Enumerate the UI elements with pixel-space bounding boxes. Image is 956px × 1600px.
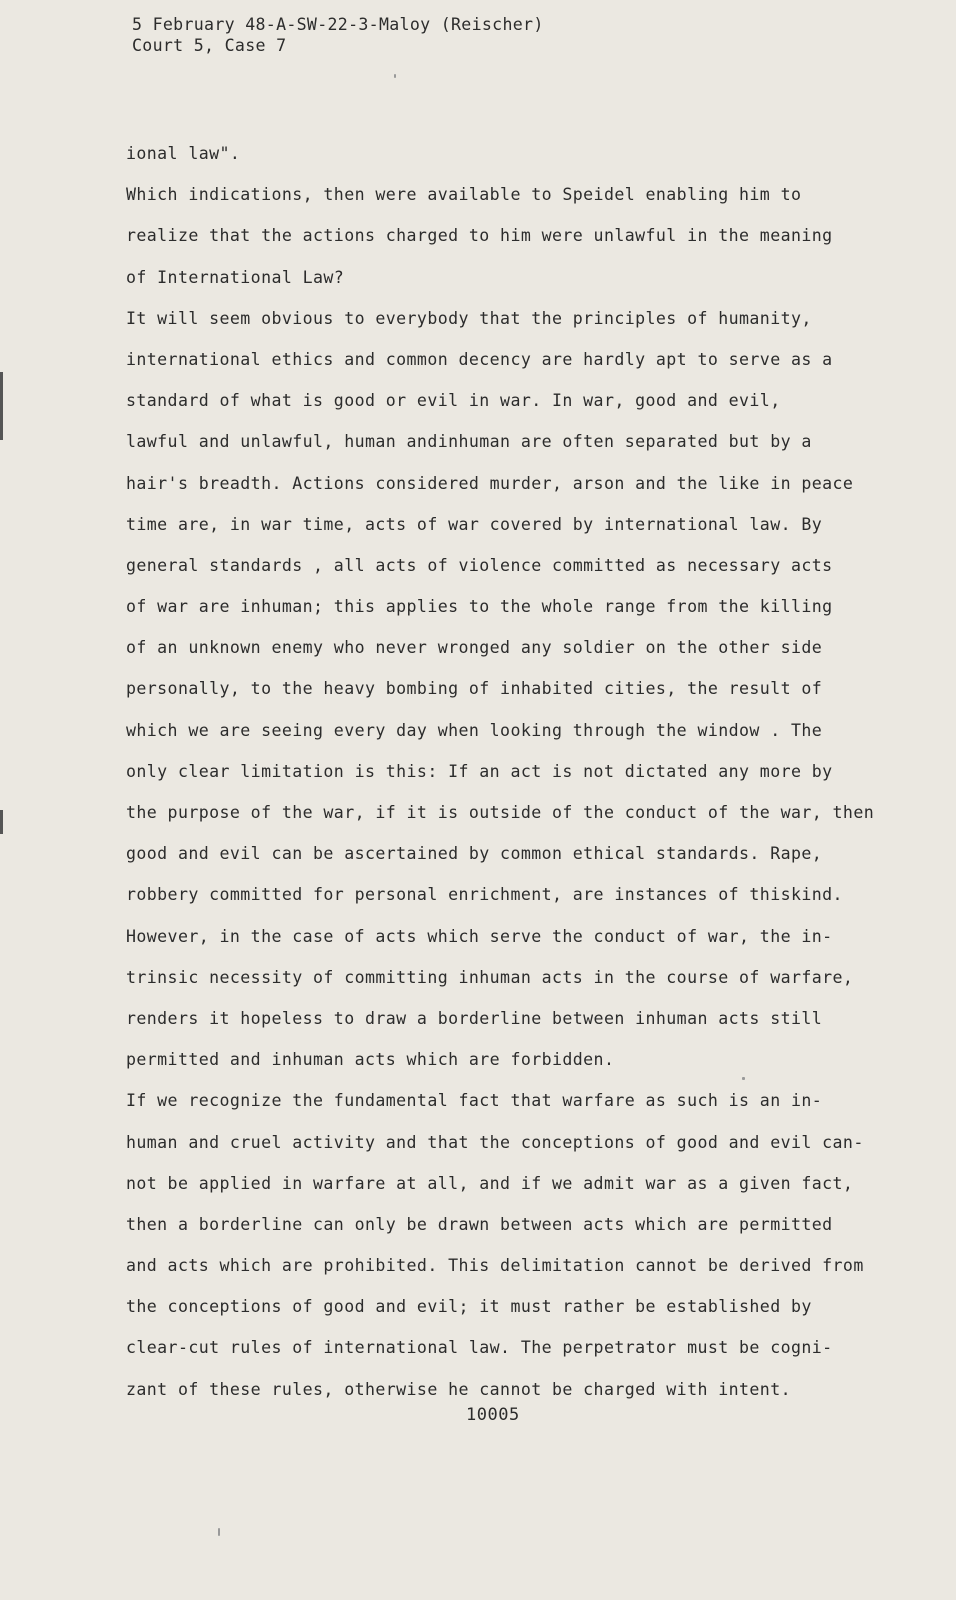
body-line: then a borderline can only be drawn between acts which are permitted: [126, 1214, 833, 1234]
body-line: the conceptions of good and evil; it must rather be established by: [126, 1297, 812, 1317]
body-line: good and evil can be ascertained by common ethical standards. Rape,: [126, 844, 823, 864]
body-line: not be applied in warfare at all, and if we admit war as a given fact,: [126, 1173, 854, 1193]
body-line: general standards , all acts of violence committed as necessary acts: [126, 555, 833, 575]
body-line: standard of what is good or evil in war. In war, good and evil,: [126, 391, 781, 411]
left-edge-mark: [0, 810, 3, 834]
body-line: permitted and inhuman acts which are forbidden.: [126, 1050, 615, 1070]
page-number: 10005: [466, 1405, 520, 1425]
body-line: If we recognize the fundamental fact that warfare as such is an in-: [126, 1091, 823, 1111]
document-body: [126, 133, 875, 1410]
body-line: robbery committed for personal enrichment, are instances of thiskind.: [126, 885, 843, 905]
body-line: hair's breadth. Actions considered murder, arson and the like in peace: [126, 473, 854, 493]
body-line: only clear limitation is this: If an act is not dictated any more by: [126, 761, 833, 781]
body-line: trinsic necessity of committing inhuman acts in the course of warfare,: [126, 967, 854, 987]
body-line: It will seem obvious to everybody that the principles of humanity,: [126, 308, 812, 328]
body-line: personally, to the heavy bombing of inhabited cities, the result of: [126, 679, 823, 699]
body-line: of International Law?: [126, 267, 345, 287]
body-line: and acts which are prohibited. This delimitation cannot be derived from: [126, 1256, 864, 1276]
body-line: of war are inhuman; this applies to the whole range from the killing: [126, 597, 833, 617]
body-line: ional law".: [126, 144, 241, 163]
body-line: international ethics and common decency are hardly apt to serve as a: [126, 349, 833, 369]
body-line: Which indications, then were available to Speidel enabling him to: [126, 185, 802, 205]
header-court-line: Court 5, Case 7: [132, 36, 287, 55]
body-line: lawful and unlawful, human andinhuman are often separated but by a: [126, 432, 812, 452]
body-line: realize that the actions charged to him were unlawful in the meaning: [126, 226, 833, 246]
body-line: the purpose of the war, if it is outside of the conduct of the war, then: [126, 803, 875, 822]
body-line: time are, in war time, acts of war covered by international law. By: [126, 514, 823, 534]
body-line: However, in the case of acts which serve the conduct of war, the in-: [126, 926, 833, 946]
body-line: human and cruel activity and that the conceptions of good and evil can-: [126, 1132, 864, 1152]
body-line: renders it hopeless to draw a borderline between inhuman acts still: [126, 1008, 823, 1028]
paper-speck: [394, 74, 396, 78]
body-line: zant of these rules, otherwise he cannot be charged with intent.: [126, 1379, 791, 1399]
document-header: [132, 14, 544, 56]
body-line: of an unknown enemy who never wronged any soldier on the other side: [126, 638, 823, 658]
header-date-line: 5 February 48-A-SW-22-3-Maloy (Reischer): [132, 15, 544, 34]
body-line: which we are seeing every day when looking through the window . The: [126, 720, 823, 740]
body-line: clear-cut rules of international law. The perpetrator must be cogni-: [126, 1338, 833, 1358]
paper-speck: [218, 1528, 220, 1536]
paper-speck: [742, 1077, 745, 1080]
left-edge-mark: [0, 372, 3, 440]
